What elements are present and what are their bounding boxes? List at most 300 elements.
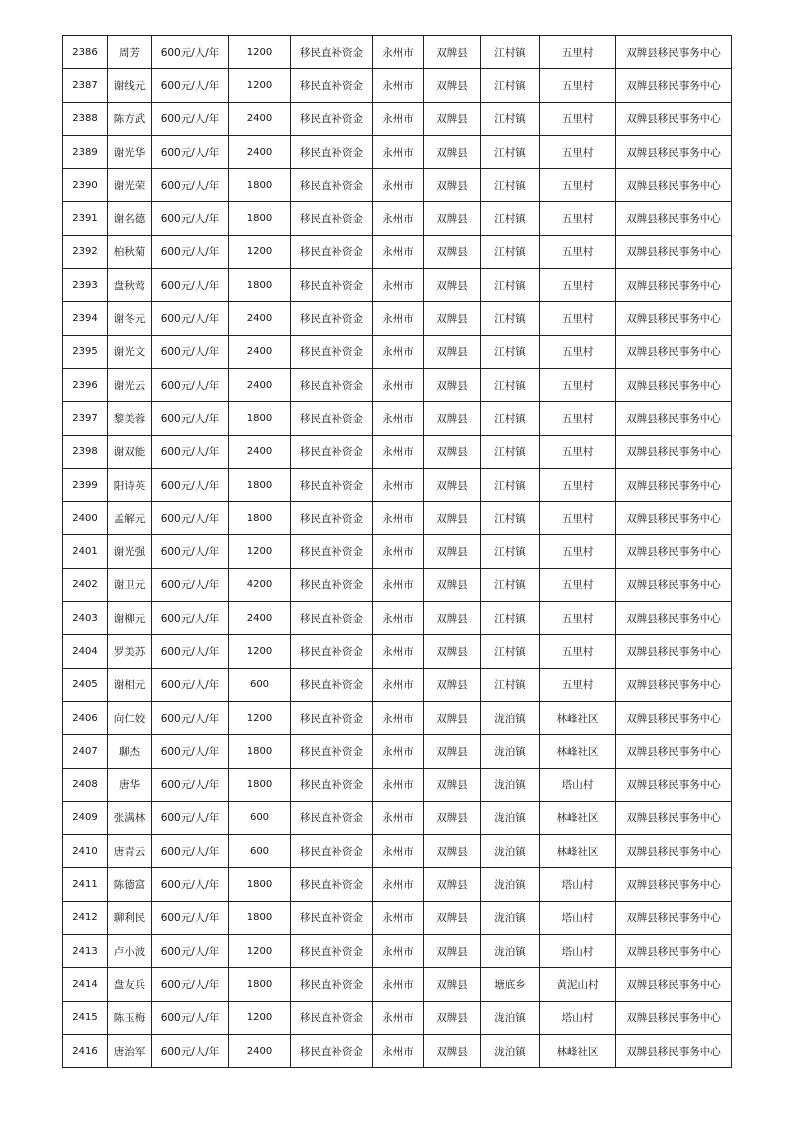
cell-agency: 双牌县移民事务中心 [616,368,732,401]
cell-subsidy-amount: 2400 [229,135,291,168]
cell-subsidy-standard: 600元/人/年 [152,735,229,768]
cell-subsidy-standard: 600元/人/年 [152,402,229,435]
cell-row-number: 2396 [63,368,108,401]
cell-town: 泷泊镇 [481,1001,540,1034]
cell-county: 双牌县 [424,1034,481,1067]
cell-agency: 双牌县移民事务中心 [616,468,732,501]
cell-village: 林峰社区 [540,835,616,868]
cell-village: 五里村 [540,635,616,668]
cell-city: 永州市 [373,768,424,801]
cell-row-number: 2389 [63,135,108,168]
cell-agency: 双牌县移民事务中心 [616,269,732,302]
cell-agency: 双牌县移民事务中心 [616,868,732,901]
cell-person-name: 谢柳元 [108,602,152,635]
cell-town: 江村镇 [481,568,540,601]
cell-county: 双牌县 [424,335,481,368]
cell-subsidy-standard: 600元/人/年 [152,901,229,934]
cell-county: 双牌县 [424,935,481,968]
cell-city: 永州市 [373,602,424,635]
cell-fund-type: 移民直补资金 [291,235,373,268]
cell-person-name: 卢小波 [108,935,152,968]
table-row [63,302,732,335]
cell-city: 永州市 [373,235,424,268]
cell-subsidy-amount: 1200 [229,36,291,69]
cell-town: 江村镇 [481,302,540,335]
cell-subsidy-standard: 600元/人/年 [152,235,229,268]
cell-subsidy-standard: 600元/人/年 [152,535,229,568]
cell-town: 江村镇 [481,69,540,102]
cell-city: 永州市 [373,69,424,102]
cell-city: 永州市 [373,1001,424,1034]
cell-person-name: 唐华 [108,768,152,801]
cell-fund-type: 移民直补资金 [291,768,373,801]
table-row [63,968,732,1001]
cell-subsidy-standard: 600元/人/年 [152,202,229,235]
cell-county: 双牌县 [424,535,481,568]
cell-village: 五里村 [540,269,616,302]
cell-county: 双牌县 [424,468,481,501]
table-row [63,202,732,235]
cell-row-number: 2386 [63,36,108,69]
cell-city: 永州市 [373,368,424,401]
cell-village: 塔山村 [540,901,616,934]
cell-city: 永州市 [373,701,424,734]
cell-person-name: 阳诗英 [108,468,152,501]
cell-subsidy-standard: 600元/人/年 [152,1001,229,1034]
cell-town: 江村镇 [481,202,540,235]
cell-agency: 双牌县移民事务中心 [616,768,732,801]
cell-agency: 双牌县移民事务中心 [616,701,732,734]
cell-subsidy-amount: 1800 [229,202,291,235]
cell-fund-type: 移民直补资金 [291,535,373,568]
cell-subsidy-standard: 600元/人/年 [152,635,229,668]
cell-fund-type: 移民直补资金 [291,1034,373,1067]
cell-city: 永州市 [373,801,424,834]
cell-subsidy-amount: 2400 [229,1034,291,1067]
cell-agency: 双牌县移民事务中心 [616,801,732,834]
cell-subsidy-standard: 600元/人/年 [152,302,229,335]
cell-county: 双牌县 [424,135,481,168]
cell-agency: 双牌县移民事务中心 [616,835,732,868]
cell-city: 永州市 [373,835,424,868]
cell-county: 双牌县 [424,402,481,435]
cell-person-name: 谢光华 [108,135,152,168]
cell-person-name: 盘秋莺 [108,269,152,302]
cell-person-name: 谢相元 [108,668,152,701]
cell-county: 双牌县 [424,701,481,734]
cell-fund-type: 移民直补资金 [291,901,373,934]
cell-fund-type: 移民直补资金 [291,935,373,968]
cell-village: 五里村 [540,302,616,335]
cell-row-number: 2405 [63,668,108,701]
cell-fund-type: 移民直补资金 [291,169,373,202]
cell-person-name: 谢卫元 [108,568,152,601]
cell-town: 江村镇 [481,468,540,501]
cell-city: 永州市 [373,36,424,69]
cell-city: 永州市 [373,901,424,934]
cell-town: 江村镇 [481,668,540,701]
cell-row-number: 2392 [63,235,108,268]
cell-city: 永州市 [373,635,424,668]
cell-village: 五里村 [540,36,616,69]
cell-row-number: 2410 [63,835,108,868]
cell-village: 五里村 [540,668,616,701]
cell-subsidy-amount: 2400 [229,602,291,635]
cell-subsidy-amount: 600 [229,835,291,868]
cell-subsidy-amount: 1200 [229,535,291,568]
cell-agency: 双牌县移民事务中心 [616,502,732,535]
table-row [63,69,732,102]
cell-agency: 双牌县移民事务中心 [616,968,732,1001]
cell-row-number: 2411 [63,868,108,901]
table-row [63,502,732,535]
cell-agency: 双牌县移民事务中心 [616,235,732,268]
cell-village: 黄泥山村 [540,968,616,1001]
cell-subsidy-standard: 600元/人/年 [152,135,229,168]
cell-fund-type: 移民直补资金 [291,402,373,435]
cell-person-name: 谢光云 [108,368,152,401]
cell-village: 林峰社区 [540,801,616,834]
cell-fund-type: 移民直补资金 [291,835,373,868]
cell-subsidy-standard: 600元/人/年 [152,435,229,468]
cell-person-name: 陈德富 [108,868,152,901]
cell-subsidy-amount: 600 [229,801,291,834]
cell-subsidy-standard: 600元/人/年 [152,668,229,701]
cell-village: 五里村 [540,169,616,202]
cell-village: 五里村 [540,502,616,535]
cell-fund-type: 移民直补资金 [291,202,373,235]
cell-county: 双牌县 [424,435,481,468]
cell-person-name: 谢光强 [108,535,152,568]
cell-fund-type: 移民直补资金 [291,502,373,535]
cell-person-name: 黎美蓉 [108,402,152,435]
cell-city: 永州市 [373,968,424,1001]
cell-row-number: 2414 [63,968,108,1001]
table-row [63,668,732,701]
cell-fund-type: 移民直补资金 [291,302,373,335]
cell-row-number: 2408 [63,768,108,801]
cell-subsidy-amount: 1200 [229,701,291,734]
table-row [63,868,732,901]
cell-fund-type: 移民直补资金 [291,468,373,501]
cell-fund-type: 移民直补资金 [291,368,373,401]
cell-town: 江村镇 [481,335,540,368]
cell-subsidy-standard: 600元/人/年 [152,602,229,635]
cell-row-number: 2413 [63,935,108,968]
cell-subsidy-standard: 600元/人/年 [152,169,229,202]
cell-town: 泷泊镇 [481,901,540,934]
cell-agency: 双牌县移民事务中心 [616,668,732,701]
cell-subsidy-amount: 1800 [229,901,291,934]
cell-subsidy-standard: 600元/人/年 [152,968,229,1001]
cell-subsidy-amount: 1800 [229,502,291,535]
cell-village: 五里村 [540,69,616,102]
table-row [63,435,732,468]
table-row [63,535,732,568]
cell-agency: 双牌县移民事务中心 [616,535,732,568]
table-row [63,835,732,868]
table-row [63,635,732,668]
cell-person-name: 孟解元 [108,502,152,535]
table-row [63,602,732,635]
cell-county: 双牌县 [424,169,481,202]
cell-subsidy-amount: 1200 [229,235,291,268]
cell-town: 江村镇 [481,635,540,668]
cell-county: 双牌县 [424,36,481,69]
cell-subsidy-amount: 1200 [229,1001,291,1034]
cell-subsidy-amount: 1800 [229,768,291,801]
cell-fund-type: 移民直补资金 [291,635,373,668]
cell-county: 双牌县 [424,835,481,868]
cell-subsidy-standard: 600元/人/年 [152,835,229,868]
cell-agency: 双牌县移民事务中心 [616,435,732,468]
cell-county: 双牌县 [424,269,481,302]
cell-village: 五里村 [540,468,616,501]
cell-village: 五里村 [540,368,616,401]
cell-village: 五里村 [540,402,616,435]
cell-fund-type: 移民直补资金 [291,968,373,1001]
cell-agency: 双牌县移民事务中心 [616,36,732,69]
cell-town: 泷泊镇 [481,835,540,868]
cell-county: 双牌县 [424,635,481,668]
cell-village: 五里村 [540,335,616,368]
cell-agency: 双牌县移民事务中心 [616,602,732,635]
cell-city: 永州市 [373,135,424,168]
cell-subsidy-standard: 600元/人/年 [152,368,229,401]
cell-subsidy-amount: 2400 [229,435,291,468]
cell-city: 永州市 [373,468,424,501]
cell-row-number: 2416 [63,1034,108,1067]
cell-village: 塔山村 [540,935,616,968]
cell-row-number: 2401 [63,535,108,568]
cell-town: 泷泊镇 [481,701,540,734]
table-row [63,768,732,801]
cell-subsidy-standard: 600元/人/年 [152,1034,229,1067]
cell-row-number: 2388 [63,102,108,135]
cell-subsidy-standard: 600元/人/年 [152,868,229,901]
cell-subsidy-amount: 1800 [229,402,291,435]
cell-row-number: 2395 [63,335,108,368]
cell-subsidy-standard: 600元/人/年 [152,935,229,968]
cell-county: 双牌县 [424,968,481,1001]
table-row [63,102,732,135]
cell-fund-type: 移民直补资金 [291,269,373,302]
cell-subsidy-standard: 600元/人/年 [152,701,229,734]
cell-person-name: 张满林 [108,801,152,834]
cell-village: 塔山村 [540,1001,616,1034]
cell-village: 塔山村 [540,768,616,801]
cell-subsidy-amount: 1800 [229,735,291,768]
cell-row-number: 2407 [63,735,108,768]
cell-subsidy-standard: 600元/人/年 [152,102,229,135]
cell-subsidy-amount: 2400 [229,302,291,335]
table-row [63,169,732,202]
cell-town: 江村镇 [481,235,540,268]
cell-person-name: 聊杰 [108,735,152,768]
cell-agency: 双牌县移民事务中心 [616,135,732,168]
table-row [63,801,732,834]
table-row [63,269,732,302]
cell-city: 永州市 [373,735,424,768]
cell-county: 双牌县 [424,69,481,102]
cell-subsidy-amount: 1800 [229,269,291,302]
cell-person-name: 陈方武 [108,102,152,135]
cell-city: 永州市 [373,169,424,202]
cell-town: 泷泊镇 [481,935,540,968]
cell-county: 双牌县 [424,768,481,801]
cell-agency: 双牌县移民事务中心 [616,102,732,135]
cell-person-name: 陈玉梅 [108,1001,152,1034]
cell-subsidy-standard: 600元/人/年 [152,335,229,368]
cell-subsidy-amount: 2400 [229,102,291,135]
cell-city: 永州市 [373,568,424,601]
cell-subsidy-amount: 1800 [229,169,291,202]
cell-agency: 双牌县移民事务中心 [616,335,732,368]
cell-city: 永州市 [373,1034,424,1067]
cell-county: 双牌县 [424,502,481,535]
cell-county: 双牌县 [424,202,481,235]
cell-town: 江村镇 [481,169,540,202]
cell-fund-type: 移民直补资金 [291,602,373,635]
cell-person-name: 罗美苏 [108,635,152,668]
cell-row-number: 2390 [63,169,108,202]
cell-village: 林峰社区 [540,1034,616,1067]
cell-fund-type: 移民直补资金 [291,868,373,901]
cell-county: 双牌县 [424,102,481,135]
cell-row-number: 2394 [63,302,108,335]
cell-subsidy-standard: 600元/人/年 [152,36,229,69]
cell-fund-type: 移民直补资金 [291,36,373,69]
cell-row-number: 2415 [63,1001,108,1034]
cell-town: 江村镇 [481,135,540,168]
cell-fund-type: 移民直补资金 [291,801,373,834]
cell-county: 双牌县 [424,368,481,401]
cell-row-number: 2397 [63,402,108,435]
cell-agency: 双牌县移民事务中心 [616,568,732,601]
cell-person-name: 谢名德 [108,202,152,235]
cell-row-number: 2403 [63,602,108,635]
cell-town: 江村镇 [481,602,540,635]
cell-row-number: 2391 [63,202,108,235]
cell-person-name: 谢双能 [108,435,152,468]
cell-subsidy-amount: 600 [229,668,291,701]
cell-row-number: 2387 [63,69,108,102]
cell-agency: 双牌县移民事务中心 [616,402,732,435]
cell-city: 永州市 [373,535,424,568]
cell-town: 江村镇 [481,535,540,568]
cell-village: 五里村 [540,102,616,135]
cell-village: 塔山村 [540,868,616,901]
cell-village: 林峰社区 [540,701,616,734]
table-row [63,235,732,268]
cell-town: 江村镇 [481,435,540,468]
cell-city: 永州市 [373,402,424,435]
cell-city: 永州市 [373,302,424,335]
subsidy-table [62,35,732,1068]
cell-town: 泷泊镇 [481,868,540,901]
cell-fund-type: 移民直补资金 [291,568,373,601]
cell-county: 双牌县 [424,235,481,268]
cell-county: 双牌县 [424,668,481,701]
cell-city: 永州市 [373,269,424,302]
cell-fund-type: 移民直补资金 [291,435,373,468]
cell-person-name: 聊利民 [108,901,152,934]
cell-fund-type: 移民直补资金 [291,102,373,135]
cell-city: 永州市 [373,435,424,468]
cell-row-number: 2400 [63,502,108,535]
cell-subsidy-standard: 600元/人/年 [152,269,229,302]
cell-subsidy-amount: 1200 [229,635,291,668]
cell-fund-type: 移民直补资金 [291,735,373,768]
cell-person-name: 唐青云 [108,835,152,868]
cell-agency: 双牌县移民事务中心 [616,169,732,202]
cell-town: 江村镇 [481,269,540,302]
cell-agency: 双牌县移民事务中心 [616,202,732,235]
cell-town: 江村镇 [481,502,540,535]
cell-person-name: 谢光荣 [108,169,152,202]
cell-village: 五里村 [540,235,616,268]
cell-county: 双牌县 [424,302,481,335]
cell-subsidy-standard: 600元/人/年 [152,468,229,501]
cell-agency: 双牌县移民事务中心 [616,302,732,335]
cell-row-number: 2402 [63,568,108,601]
cell-subsidy-standard: 600元/人/年 [152,801,229,834]
cell-person-name: 谢线元 [108,69,152,102]
cell-subsidy-amount: 2400 [229,368,291,401]
cell-subsidy-amount: 1800 [229,468,291,501]
cell-village: 五里村 [540,535,616,568]
cell-person-name: 周芳 [108,36,152,69]
table-row [63,701,732,734]
cell-agency: 双牌县移民事务中心 [616,935,732,968]
table-row [63,935,732,968]
cell-village: 五里村 [540,602,616,635]
table-body [63,36,732,1068]
cell-county: 双牌县 [424,568,481,601]
cell-row-number: 2399 [63,468,108,501]
table-row [63,735,732,768]
cell-city: 永州市 [373,202,424,235]
cell-subsidy-amount: 1800 [229,868,291,901]
cell-subsidy-amount: 2400 [229,335,291,368]
cell-town: 塘底乡 [481,968,540,1001]
cell-county: 双牌县 [424,735,481,768]
cell-row-number: 2412 [63,901,108,934]
cell-agency: 双牌县移民事务中心 [616,901,732,934]
cell-subsidy-amount: 4200 [229,568,291,601]
cell-town: 泷泊镇 [481,1034,540,1067]
cell-town: 江村镇 [481,402,540,435]
cell-village: 五里村 [540,435,616,468]
cell-fund-type: 移民直补资金 [291,335,373,368]
cell-fund-type: 移民直补资金 [291,701,373,734]
cell-city: 永州市 [373,335,424,368]
cell-fund-type: 移民直补资金 [291,69,373,102]
cell-subsidy-amount: 1800 [229,968,291,1001]
table-row [63,36,732,69]
cell-person-name: 柏秋菊 [108,235,152,268]
cell-agency: 双牌县移民事务中心 [616,735,732,768]
cell-row-number: 2393 [63,269,108,302]
cell-village: 五里村 [540,568,616,601]
cell-subsidy-standard: 600元/人/年 [152,768,229,801]
cell-subsidy-standard: 600元/人/年 [152,502,229,535]
cell-fund-type: 移民直补资金 [291,668,373,701]
cell-fund-type: 移民直补资金 [291,1001,373,1034]
table-row [63,1034,732,1067]
table-row [63,135,732,168]
cell-city: 永州市 [373,868,424,901]
